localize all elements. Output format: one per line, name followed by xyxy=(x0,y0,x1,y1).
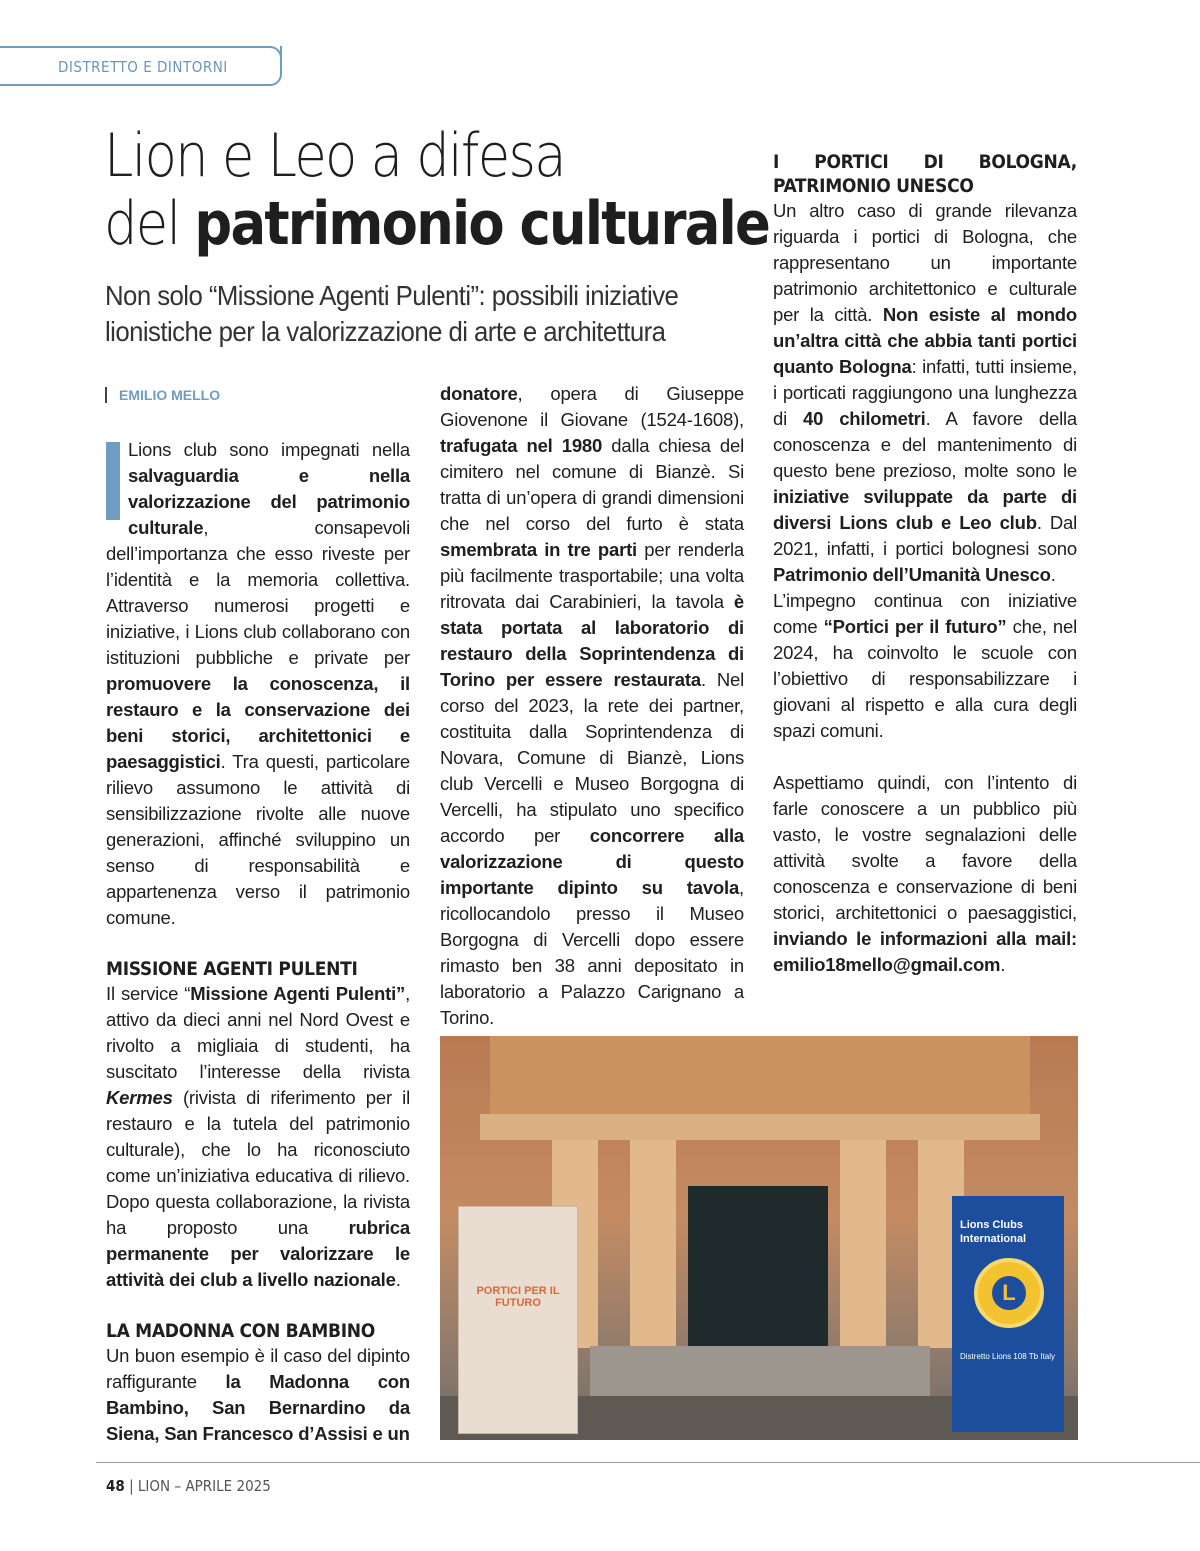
heading-madonna: LA MADONNA CON BAMBINO xyxy=(106,1320,376,1342)
heading-portici: I PORTICI DI BOLOGNA, PATRIMONIO UNESCO xyxy=(773,151,1077,197)
footer-publication: LION – APRILE 2025 xyxy=(137,1477,271,1495)
column-left xyxy=(106,437,410,1447)
heading-missione: MISSIONE AGENTI PULENTI xyxy=(106,958,358,980)
building-cornice xyxy=(480,1114,1040,1140)
paragraph-contact: Aspettiamo quindi, con l’intento di farle conoscere a un pubblico più vasto, le vostre segnalazioni delle attività svolte a favore della conoscenza e conservazione di beni storici, architettonici o paesaggistici, inviando le informazioni alla mail: emilio18mello@gmail.com. xyxy=(773,772,1077,975)
contact-email: inviando le informazioni alla mail: emilio18mello@gmail.com xyxy=(773,928,1077,975)
column-middle xyxy=(440,381,744,1031)
column-pillar xyxy=(840,1140,886,1348)
paragraph-madonna: Un buon esempio è il caso del dipinto raffigurante la Madonna con Bambino, San Bernardino da Siena, San Francesco d’Assisi e un xyxy=(106,1345,410,1444)
footer-rule xyxy=(96,1462,1200,1463)
author-byline: EMILIO MELLO xyxy=(105,387,220,403)
paragraph-impegno: L’impegno continua con iniziative come “Portici per il futuro” che, nel 2024, ha coinvolto le scuole con l’obiettivo di responsabilizzare i giovani al rispetto e alla cura degli spazi comuni. xyxy=(773,590,1077,741)
paragraph-donatore: donatore, opera di Giuseppe Giovenone il Giovane (1524-1608), trafugata nel 1980 dalla chiesa del cimitero nel comune di Bianzè. Si tratta di un’opera di grandi dimensioni che nel corso del furto è stata smembrata in tre parti per renderla più facilmente trasportabile; una volta ritrovata dai Carabinieri, la tavola è stata portata al laboratorio di restauro della Soprintendenza di Torino per essere restaurata. Nel corso del 2023, la rete dei partner, costituita dalla Soprintendenza di Novara, Comune di Bianzè, Lions club Vercelli e Museo Borgogna di Vercelli, ha stipulato uno specifico accordo per concorrere alla valorizzazione di questo importante dipinto su tavola, ricollocandolo presso il Museo Borgogna di Vercelli dopo essere rimasto ben 38 anni depositato in laboratorio a Palazzo Carignano a Torino. xyxy=(440,383,745,1028)
column-pillar xyxy=(630,1140,676,1348)
title-line-2-bold: patrimonio culturale xyxy=(194,189,770,259)
building-entrance xyxy=(688,1186,828,1366)
footer-separator: | xyxy=(129,1477,138,1495)
dropcap: I xyxy=(106,442,120,520)
paragraph-missione: Il service “Missione Agenti Pulenti”, attivo da dieci anni nel Nord Ovest e rivolto a migliaia di studenti, ha suscitato l’interesse della rivista Kermes (rivista di riferimento per il restauro e la tutela del patrimonio culturale), che lo ha riconosciuto come un’iniziativa educativa di rilievo. Dopo questa collaborazione, la rivista ha proposto una rubrica permanente per valorizzare le attività dei club a livello nazionale. xyxy=(106,983,411,1290)
portici-banner-title: PORTICI PER IL FUTURO xyxy=(476,1285,560,1309)
lions-logo-icon xyxy=(974,1258,1044,1328)
section-label: DISTRETTO E DINTORNI xyxy=(58,58,228,76)
lions-banner xyxy=(952,1196,1064,1432)
page-number: 48 xyxy=(106,1477,125,1495)
column-right xyxy=(773,150,1077,978)
lions-banner-title: Lions Clubs International xyxy=(960,1219,1027,1245)
lions-logo-letter: L xyxy=(992,1276,1026,1310)
lions-banner-district: Distretto Lions 108 Tb Italy xyxy=(960,1352,1056,1361)
building-facade xyxy=(490,1036,1030,1116)
article-photo xyxy=(440,1036,1078,1440)
article-title xyxy=(104,121,770,259)
paragraph-portici: Un altro caso di grande rilevanza riguarda i portici di Bologna, che rappresentano un importante patrimonio architettonico e culturale per la città. Non esiste al mondo un’altra città che abbia tanti portici quanto Bologna: infatti, tutti insieme, i porticati raggiungono una lunghezza di 40 chilometri. A favore della conoscenza e del mantenimento di questo bene prezioso, molte sono le iniziative sviluppate da parte di diversi Lions club e Leo club. Dal 2021, infatti, i portici bolognesi sono Patrimonio dell’Umanità Unesco. xyxy=(773,200,1078,585)
article-subtitle: Non solo “Missione Agenti Pulenti”: possibili iniziative lionistiche per la valorizzazione di arte e architettura xyxy=(105,280,679,347)
title-line-1: Lion e Leo a difesa xyxy=(104,121,565,191)
page-footer xyxy=(106,1477,271,1495)
portici-banner xyxy=(458,1206,578,1434)
title-line-2-light: del xyxy=(104,189,195,259)
paragraph-intro: I Lions club sono impegnati nella salvaguardia e nella valorizzazione del patrimonio culturale, consapevoli dell’importanza che esso riveste per l’identità e la memoria collettiva. Attraverso numerosi progetti e iniziative, i Lions club collaborano con istituzioni pubbliche e private per promuovere la conoscenza, il restauro e la conservazione dei beni storici, architettonici e paesaggistici. Tra questi, particolare rilievo assumono le attività di sensibilizzazione rivolte alle nuove generazioni, affinché sviluppino un senso di responsabilità e appartenenza verso il patrimonio comune. xyxy=(106,439,410,928)
